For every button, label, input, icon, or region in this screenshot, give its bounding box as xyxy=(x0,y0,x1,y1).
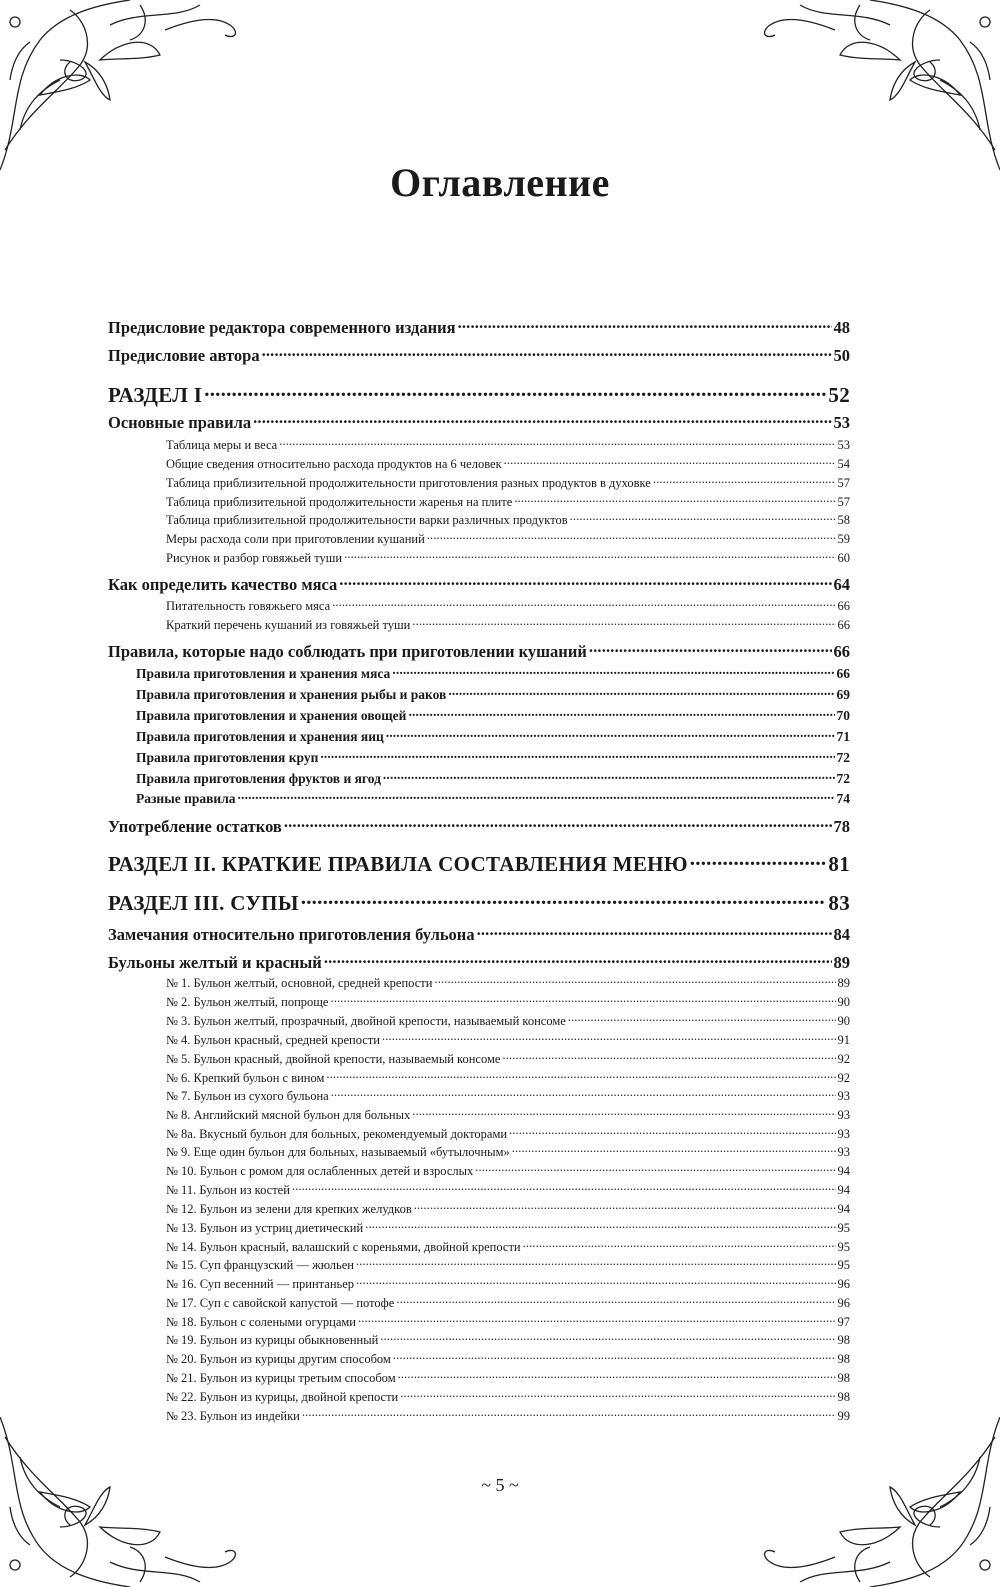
toc-entry-label: № 17. Суп с савойской капустой — потофе xyxy=(166,1295,395,1310)
toc-entry-recipe[interactable] xyxy=(108,993,850,1010)
toc-entry-page: 52 xyxy=(828,383,850,407)
toc-entry-label: Правила приготовления и хранения рыбы и раков xyxy=(136,686,447,702)
dot-leader xyxy=(331,1087,836,1100)
dot-leader xyxy=(408,706,834,720)
toc-entry-label: РАЗДЕЛ III. СУПЫ xyxy=(108,891,299,915)
toc-entry-page: 90 xyxy=(837,1013,850,1028)
toc-entry-page: 98 xyxy=(837,1370,850,1385)
toc-entry-page: 99 xyxy=(837,1408,850,1423)
dot-leader xyxy=(324,951,832,968)
toc-entry-chapter[interactable] xyxy=(108,815,850,837)
toc-entry-chapter[interactable] xyxy=(108,923,850,945)
toc-entry-page: 96 xyxy=(837,1276,850,1291)
toc-entry-label: № 19. Бульон из курицы обыкновенный xyxy=(166,1332,379,1347)
toc-entry-page: 93 xyxy=(837,1107,850,1122)
toc-entry-item[interactable] xyxy=(108,436,850,453)
dot-leader xyxy=(356,1275,835,1288)
toc-entry-label: Правила приготовления и хранения мяса xyxy=(136,665,391,681)
dot-leader xyxy=(238,789,835,803)
toc-entry-recipe[interactable] xyxy=(108,974,850,991)
dot-leader xyxy=(292,1181,836,1194)
toc-entry-page: 58 xyxy=(837,512,850,527)
dot-leader xyxy=(475,1162,835,1175)
toc-entry-chapter[interactable] xyxy=(108,344,850,366)
dot-leader xyxy=(653,474,836,487)
toc-entry-label: Бульоны желтый и красный xyxy=(108,952,322,972)
toc-entry-label: Таблица меры и веса xyxy=(166,437,278,452)
toc-entry-sub[interactable] xyxy=(108,685,850,703)
toc-entry-page: 59 xyxy=(837,531,850,546)
dot-leader xyxy=(393,1350,836,1363)
toc-entry-page: 98 xyxy=(837,1351,850,1366)
dot-leader xyxy=(504,455,836,468)
toc-entry-label: № 16. Суп весенний — принтаньер xyxy=(166,1276,355,1291)
toc-entry-page: 78 xyxy=(833,816,850,836)
toc-entry-chapter[interactable] xyxy=(108,951,850,973)
toc-entry-item[interactable] xyxy=(108,455,850,472)
toc-entry-page: 70 xyxy=(836,707,850,723)
toc-entry-label: Таблица приблизительной продолжительности приготовления разных продуктов в духовке xyxy=(166,475,651,490)
toc-entry-page: 66 xyxy=(833,641,850,661)
toc-entry-label: Предисловие редактора современного издания xyxy=(108,317,456,337)
dot-leader xyxy=(509,1125,835,1138)
toc-entry-page: 57 xyxy=(837,475,850,490)
toc-entry-page: 50 xyxy=(833,345,850,365)
toc-entry-item[interactable] xyxy=(108,549,850,566)
toc-entry-page: 95 xyxy=(837,1239,850,1254)
toc-entry-sub[interactable] xyxy=(108,748,850,766)
toc-entry-recipe[interactable] xyxy=(108,1200,850,1217)
toc-entry-recipe[interactable] xyxy=(108,1106,850,1123)
toc-entry-page: 53 xyxy=(837,437,850,452)
toc-entry-label: № 11. Бульон из костей xyxy=(166,1182,290,1197)
dot-leader xyxy=(302,1407,836,1420)
dot-leader xyxy=(358,1313,836,1326)
dot-leader xyxy=(320,748,834,762)
toc-entry-recipe[interactable] xyxy=(108,1219,850,1236)
toc-entry-section[interactable] xyxy=(108,850,850,877)
page-number: ~ 5 ~ xyxy=(481,1475,519,1495)
dot-leader xyxy=(477,923,832,940)
toc-entry-label: № 9. Еще один бульон для больных, называемый «бутылочным» xyxy=(166,1144,510,1159)
toc-entry-item[interactable] xyxy=(108,493,850,510)
dot-leader xyxy=(570,511,836,524)
toc-entry-chapter[interactable] xyxy=(108,640,850,662)
toc-entry-label: Предисловие автора xyxy=(108,345,260,365)
toc-entry-label: Правила приготовления круп xyxy=(136,749,319,765)
toc-entry-sub[interactable] xyxy=(108,664,850,682)
toc-entry-label: Разные правила xyxy=(136,790,236,806)
toc-entry-recipe[interactable] xyxy=(108,1125,850,1142)
page-title: Оглавление xyxy=(390,159,610,205)
toc-entry-recipe[interactable] xyxy=(108,1031,850,1048)
dot-leader xyxy=(512,1143,836,1156)
toc-entry-label: № 2. Бульон желтый, попроще xyxy=(166,994,329,1009)
toc-entry-page: 57 xyxy=(837,494,850,509)
toc-entry-recipe[interactable] xyxy=(108,1313,850,1330)
toc-entry-page: 60 xyxy=(837,550,850,565)
toc-entry-page: 97 xyxy=(837,1314,850,1329)
toc-entry-page: 66 xyxy=(837,598,850,613)
toc-entry-page: 91 xyxy=(837,1032,850,1047)
toc-entry-label: № 18. Бульон с солеными огурцами xyxy=(166,1314,356,1329)
dot-leader xyxy=(458,316,832,333)
toc-entry-page: 93 xyxy=(837,1126,850,1141)
toc-entry-item[interactable] xyxy=(108,597,850,614)
toc-entry-sub[interactable] xyxy=(108,727,850,745)
toc-entry-recipe[interactable] xyxy=(108,1143,850,1160)
toc-entry-label: № 15. Суп французский — жюльен xyxy=(166,1257,354,1272)
toc-entry-label: № 23. Бульон из индейки xyxy=(166,1408,300,1423)
toc-entry-item[interactable] xyxy=(108,511,850,528)
toc-entry-label: № 8а. Вкусный бульон для больных, рекомендуемый докторами xyxy=(166,1126,508,1141)
dot-leader xyxy=(253,411,831,428)
toc-entry-section[interactable] xyxy=(108,381,850,408)
toc-entry-page: 90 xyxy=(837,994,850,1009)
dot-leader xyxy=(523,1238,836,1251)
dot-leader xyxy=(427,530,836,543)
toc-entry-page: 66 xyxy=(836,665,850,681)
dot-leader xyxy=(514,493,835,506)
toc-entry-recipe[interactable] xyxy=(108,1350,850,1367)
toc-entry-recipe[interactable] xyxy=(108,1388,850,1405)
dot-leader xyxy=(332,597,835,610)
dot-leader xyxy=(262,344,832,361)
dot-leader xyxy=(398,1369,836,1382)
dot-leader xyxy=(386,727,835,741)
toc-entry-page: 94 xyxy=(837,1182,850,1197)
dot-leader xyxy=(392,664,834,678)
toc-entry-label: Употребление остатков xyxy=(108,816,282,836)
toc-entry-label: № 10. Бульон с ромом для ослабленных детей и взрослых xyxy=(166,1163,474,1178)
dot-leader xyxy=(380,1331,835,1344)
toc-entry-recipe[interactable] xyxy=(108,1050,850,1067)
toc-entry-page: 84 xyxy=(833,924,850,944)
dot-leader xyxy=(344,549,835,562)
toc-entry-label: № 3. Бульон желтый, прозрачный, двойной крепости, называемый консоме xyxy=(166,1013,566,1028)
toc-entry-page: 89 xyxy=(837,975,850,990)
toc-entry-page: 72 xyxy=(836,749,850,765)
dot-leader xyxy=(400,1388,835,1401)
dot-leader xyxy=(204,381,826,402)
toc-entry-page: 93 xyxy=(837,1088,850,1103)
toc-entry-recipe[interactable] xyxy=(108,1275,850,1292)
toc-entry-page: 98 xyxy=(837,1332,850,1347)
toc-entry-page: 69 xyxy=(836,686,850,702)
toc-entry-label: Таблица приблизительной продолжительности жаренья на плите xyxy=(166,494,513,509)
toc-entry-label: Правила приготовления и хранения овощей xyxy=(136,707,407,723)
toc-entry-label: Таблица приблизительной продолжительности варки различных продуктов xyxy=(166,512,568,527)
toc-entry-page: 95 xyxy=(837,1220,850,1235)
toc-entry-recipe[interactable] xyxy=(108,1331,850,1348)
toc-entry-label: Правила приготовления и хранения яиц xyxy=(136,728,384,744)
dot-leader xyxy=(448,685,834,699)
toc-entry-label: Основные правила xyxy=(108,412,252,432)
toc-entry-page: 66 xyxy=(837,617,850,632)
toc-entry-label: № 1. Бульон желтый, основной, средней крепости xyxy=(166,975,433,990)
dot-leader xyxy=(414,1200,836,1213)
toc-entry-label: № 6. Крепкий бульон с вином xyxy=(166,1070,325,1085)
toc-entry-label: РАЗДЕЛ I xyxy=(108,383,203,407)
dot-leader xyxy=(412,1106,835,1119)
dot-leader xyxy=(279,436,835,449)
toc-entry-label: № 14. Бульон красный, валашский с кореньями, двойной крепости xyxy=(166,1239,521,1254)
toc-entry-page: 93 xyxy=(837,1144,850,1159)
toc-entry-chapter[interactable] xyxy=(108,411,850,433)
toc-entry-recipe[interactable] xyxy=(108,1162,850,1179)
toc-entry-label: № 20. Бульон из курицы другим способом xyxy=(166,1351,391,1366)
toc-entry-label: Питательность говяжьего мяса xyxy=(166,598,331,613)
toc-entry-recipe[interactable] xyxy=(108,1087,850,1104)
toc-entry-page: 94 xyxy=(837,1163,850,1178)
toc-entry-sub[interactable] xyxy=(108,706,850,724)
toc-entry-page: 95 xyxy=(837,1257,850,1272)
toc-entry-label: № 13. Бульон из устриц диетический xyxy=(166,1220,364,1235)
toc-entry-page: 71 xyxy=(836,728,850,744)
toc-entry-recipe[interactable] xyxy=(108,1407,850,1424)
toc-entry-label: № 12. Бульон из зелени для крепких желудков xyxy=(166,1201,412,1216)
toc-entry-sub[interactable] xyxy=(108,769,850,787)
toc-entry-label: Краткий перечень кушаний из говяжьей туши xyxy=(166,617,411,632)
dot-leader xyxy=(396,1294,835,1307)
toc-entry-recipe[interactable] xyxy=(108,1069,850,1086)
toc-entry-label: Правила приготовления фруктов и ягод xyxy=(136,770,381,786)
toc-entry-section[interactable] xyxy=(108,889,850,916)
toc-entry-item[interactable] xyxy=(108,530,850,547)
dot-leader xyxy=(690,850,827,871)
toc-entry-chapter[interactable] xyxy=(108,316,850,338)
toc-entry-page: 48 xyxy=(833,317,850,337)
toc-entry-recipe[interactable] xyxy=(108,1181,850,1198)
toc-entry-label: Рисунок и разбор говяжьей туши xyxy=(166,550,343,565)
toc-entry-page: 89 xyxy=(833,952,850,972)
toc-entry-recipe[interactable] xyxy=(108,1256,850,1273)
toc-entry-item[interactable] xyxy=(108,616,850,633)
dot-leader xyxy=(382,1031,836,1044)
dot-leader xyxy=(365,1219,835,1232)
toc-entry-label: Меры расхода соли при приготовлении кушаний xyxy=(166,531,425,546)
toc-entry-sub[interactable] xyxy=(108,789,850,807)
toc-entry-page: 96 xyxy=(837,1295,850,1310)
dot-leader xyxy=(339,573,831,590)
toc-entry-page: 74 xyxy=(836,790,850,806)
dot-leader xyxy=(330,993,835,1006)
toc-entry-label: Замечания относительно приготовления бульона xyxy=(108,924,475,944)
toc-entry-page: 98 xyxy=(837,1389,850,1404)
dot-leader xyxy=(326,1069,835,1082)
toc-entry-page: 81 xyxy=(828,852,850,876)
dot-leader xyxy=(568,1012,836,1025)
toc-entry-label: № 22. Бульон из курицы, двойной крепости xyxy=(166,1389,399,1404)
toc-entry-page: 53 xyxy=(833,412,850,432)
dot-leader xyxy=(284,815,832,832)
toc-entry-page: 64 xyxy=(833,574,850,594)
toc-entry-label: № 5. Бульон красный, двойной крепости, называемый консоме xyxy=(166,1051,501,1066)
toc-entry-chapter[interactable] xyxy=(108,573,850,595)
toc-entry-label: Общие сведения относительно расхода продуктов на 6 человек xyxy=(166,456,502,471)
dot-leader xyxy=(412,616,835,629)
toc-entry-item[interactable] xyxy=(108,474,850,491)
toc-entry-page: 83 xyxy=(828,891,850,915)
toc-entry-label: Правила, которые надо соблюдать при приготовлении кушаний xyxy=(108,641,587,661)
toc-entry-page: 94 xyxy=(837,1201,850,1216)
toc-entry-page: 54 xyxy=(837,456,850,471)
toc-entry-recipe[interactable] xyxy=(108,1294,850,1311)
dot-leader xyxy=(502,1050,835,1063)
toc-entry-label: № 7. Бульон из сухого бульона xyxy=(166,1088,329,1103)
dot-leader xyxy=(356,1256,836,1269)
toc-entry-label: № 21. Бульон из курицы третьим способом xyxy=(166,1370,396,1385)
toc-entry-recipe[interactable] xyxy=(108,1238,850,1255)
dot-leader xyxy=(589,640,832,657)
toc-entry-page: 92 xyxy=(837,1051,850,1066)
toc-entry-label: № 8. Английский мясной бульон для больных xyxy=(166,1107,411,1122)
toc-entry-label: № 4. Бульон красный, средней крепости xyxy=(166,1032,380,1047)
toc-entry-label: РАЗДЕЛ II. КРАТКИЕ ПРАВИЛА СОСТАВЛЕНИЯ МЕНЮ xyxy=(108,852,688,876)
dot-leader xyxy=(434,974,835,987)
dot-leader xyxy=(301,889,827,910)
toc-entry-recipe[interactable] xyxy=(108,1012,850,1029)
dot-leader xyxy=(383,769,835,783)
toc-entry-label: Как определить качество мяса xyxy=(108,574,338,594)
toc-entry-page: 92 xyxy=(837,1070,850,1085)
toc-entry-recipe[interactable] xyxy=(108,1369,850,1386)
toc-entry-page: 72 xyxy=(836,770,850,786)
